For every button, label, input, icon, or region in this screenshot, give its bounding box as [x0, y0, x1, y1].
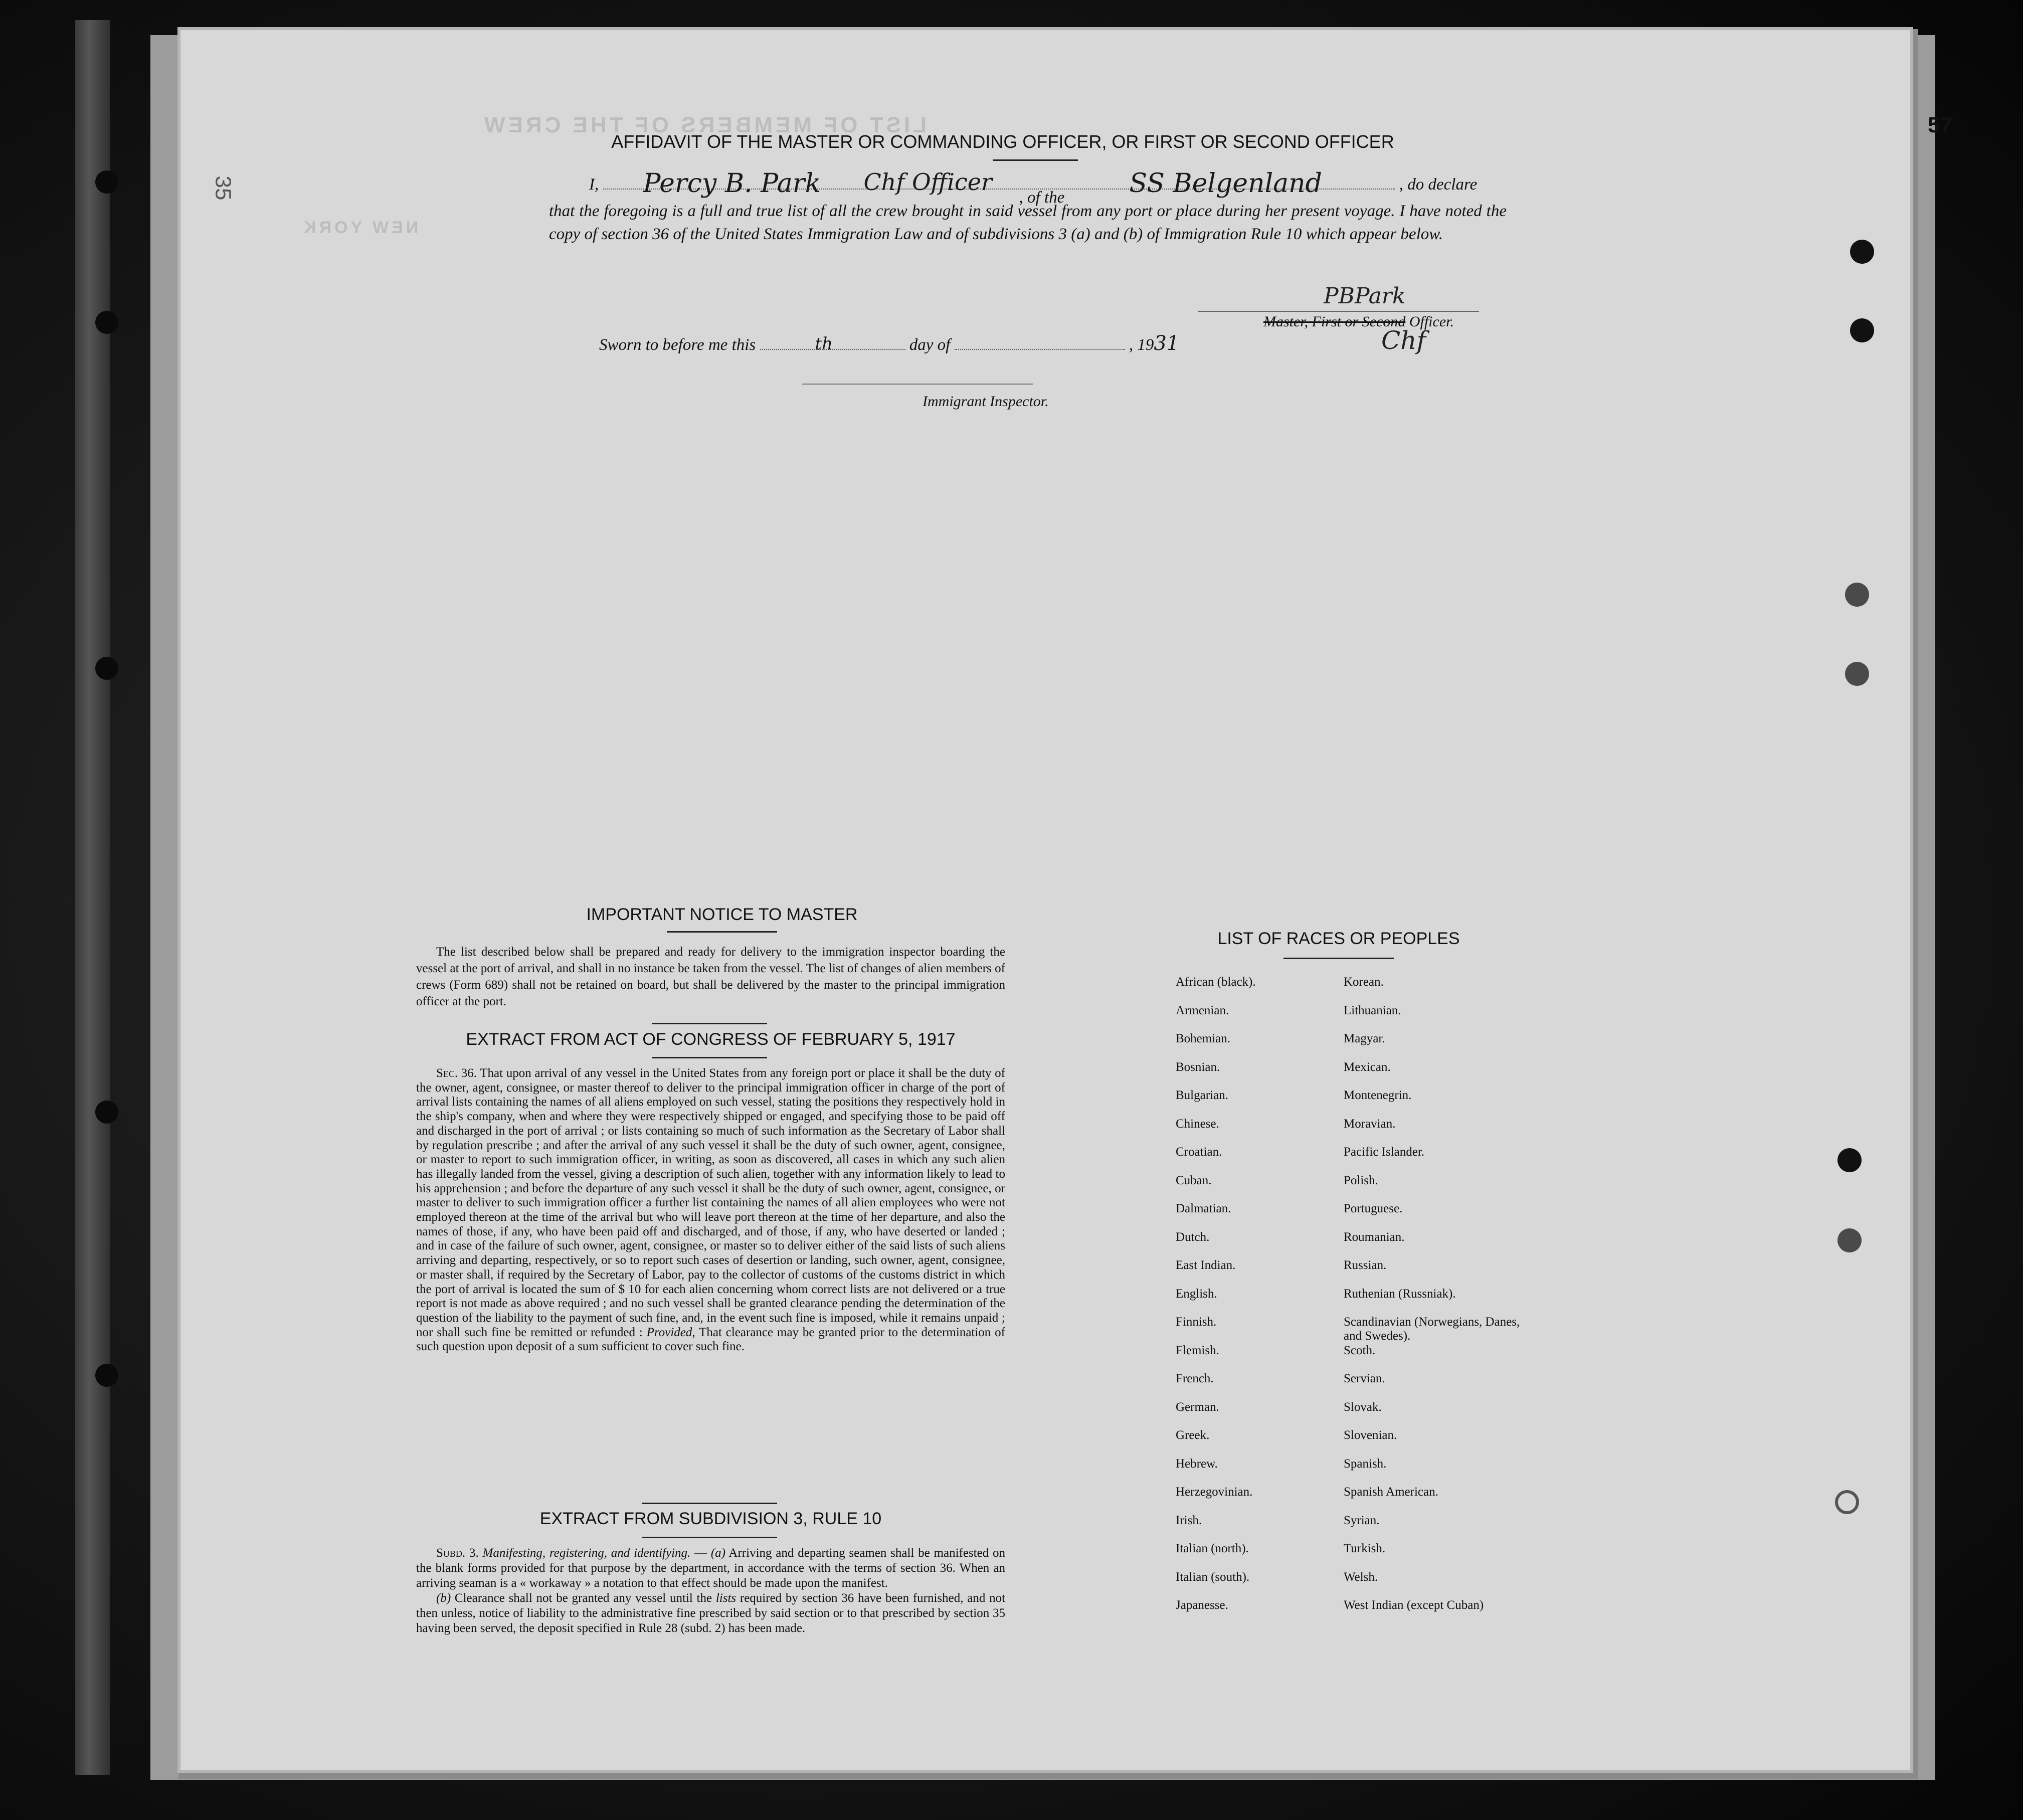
race-item: Syrian.: [1344, 1513, 1380, 1527]
race-item: Cuban.: [1176, 1173, 1212, 1187]
do-declare-text: , do declare: [1399, 175, 1478, 194]
race-item: West Indian (except Cuban): [1344, 1598, 1484, 1612]
extract-act-body: [416, 1066, 1005, 1354]
race-item: Roumanian.: [1344, 1230, 1405, 1244]
affidavit-body: that the foregoing is a full and true list of all the crew brought in said vessel from any port or place during her present voyage. I have noted the copy of section 36 of the United States Immigration Law and of subdivisions 3 (a) and (b) of Immigration Rule 10 which appear below.: [549, 202, 1507, 243]
races-column-2: [1344, 975, 1524, 1627]
race-item: Chinese.: [1176, 1117, 1219, 1131]
divider: [1283, 958, 1394, 959]
race-item: Mexican.: [1344, 1060, 1391, 1074]
extract-act-title: EXTRACT FROM ACT OF CONGRESS OF FEBRUARY 5, 1917: [466, 1030, 956, 1049]
sworn-line: [599, 332, 1179, 355]
notice-body: The list described below shall be prepared and ready for delivery to the immigration inspector boarding the vessel at the port of arrival, and shall in no instance be taken from the vessel. The list of changes of alien members of crews (Form 689) shall not be retained on board, but shall be delivered by the master to the principal immigration officer at the port.: [416, 945, 1005, 1008]
year-prefix: , 19: [1129, 336, 1154, 354]
punch-hole: [1850, 318, 1874, 342]
officer-signature: PBPark: [1324, 283, 1406, 309]
race-item: French.: [1176, 1372, 1214, 1385]
races-title: LIST OF RACES OR PEOPLES: [1217, 929, 1460, 948]
page-number: 57: [1928, 113, 1952, 137]
race-item: Spanish.: [1344, 1457, 1387, 1471]
affidavit-prefix: I,: [589, 175, 599, 194]
race-item: Pacific Islander.: [1344, 1145, 1425, 1159]
section-label: Sec. 36.: [436, 1066, 477, 1080]
race-item: Armenian.: [1176, 1003, 1229, 1017]
punch-hole: [1845, 583, 1869, 607]
race-item: Spanish American.: [1344, 1485, 1438, 1499]
para-b-text: Clearance shall not be granted any vessel until the: [454, 1591, 712, 1605]
sworn-year-handwritten: 31: [1154, 332, 1180, 355]
race-item: Herzegovinian.: [1176, 1485, 1253, 1499]
binder-hole: [95, 311, 118, 334]
binder-hole: [95, 170, 118, 194]
punch-hole: [1835, 1490, 1859, 1514]
race-item: Portuguese.: [1344, 1202, 1403, 1215]
divider: [642, 1503, 777, 1504]
race-item: Turkish.: [1344, 1542, 1386, 1555]
section-text-tail: That clearance may be granted prior to the determination of such question upon deposit of a sum sufficient to cover such fine.: [416, 1325, 1006, 1354]
notice-title: IMPORTANT NOTICE TO MASTER: [586, 905, 858, 924]
punch-hole: [1837, 1148, 1862, 1172]
race-item: Korean.: [1344, 975, 1384, 989]
vessel-name-handwritten: SS Belgenland: [1129, 168, 1322, 199]
race-item: Japanesse.: [1176, 1598, 1228, 1612]
of-the-text: , of the: [1019, 189, 1065, 207]
race-item: Greek.: [1176, 1428, 1210, 1442]
race-item: Dalmatian.: [1176, 1202, 1231, 1215]
subdivision-heading: Manifesting, registering, and identifying.: [482, 1546, 691, 1560]
affidavit-first-line: [589, 168, 1478, 207]
section-text: That upon arrival of any vessel in the United States from any foreign port or place it shall be the duty of the owner, agent, consignee, or master thereof to deliver to the principal immigration officer in charge of the port of arrival lists containing the names of all aliens employed on such vessel, stating the positions they respectively hold in the ship's company, when and where they were respectively shipped or engaged, and specifying those to be paid off and discharged in the port of arrival ; or lists containing so much of such information as the Secretary of Labor shall by regulation prescribe ; and after the arrival of any such vessel it shall be the duty of such owner, agent, consignee, or master to report to such immigration officer, in writing, as soon as discovered, all cases in which any such alien has illegally landed from the vessel, giving a description of such alien, together with any information likely to lead to his apprehension ; and before the departure of any such vessel it shall be the duty of such owner, agent, consignee, or master to deliver to such immigration officer a further list containing the names of all alien employees who were not employed thereon at the time of the arrival but who will leave port thereon at the time of her departure, and also the names of those, if any, who have been paid off and discharged, and of those, if any, who have deserted or landed ; and in case of the failure of such owner, agent, consignee, or master so to deliver either of the said lists of such aliens arriving and departing, respectively, or so to report such cases of desertion or landing, such owner, agent, consignee, or master shall, if required by the Secretary of Labor, pay to the collector of customs of the customs district in which the port of arrival is located the sum of $ 10 for each alien concerning whom correct lists are not delivered or a true report is not made as above required ; and no such vessel shall be granted clearance pending the determination of the question of the liability to the payment of such fine, and, in the event such fine is imposed, while it remains unpaid ; nor shall such fine be remitted or refunded :: [416, 1066, 1005, 1339]
races-column-1: [1176, 975, 1256, 1627]
race-item: Polish.: [1344, 1173, 1378, 1187]
provided-word: Provided,: [646, 1325, 695, 1339]
signature-line: [1198, 311, 1479, 312]
bleed-through-text: LIST OF MEMBERS OF THE CREW: [481, 113, 927, 137]
race-item: Servian.: [1344, 1372, 1385, 1385]
binder-hole: [95, 657, 118, 680]
officer-rank-signature: Chf: [1381, 326, 1426, 355]
race-item: Scoth.: [1344, 1343, 1376, 1357]
race-item: German.: [1176, 1400, 1219, 1414]
extract-rule-title: EXTRACT FROM SUBDIVISION 3, RULE 10: [539, 1509, 882, 1528]
margin-mark: 35: [211, 175, 236, 201]
officer-name-handwritten: Percy B. Park: [643, 168, 821, 199]
punch-hole: [1837, 1228, 1862, 1252]
subdivision-label: Subd. 3.: [436, 1546, 479, 1560]
para-a-text: Arriving and departing seamen shall be manifested on the blank forms provided for that purpose by the department, in accordance with the terms of section 36. When an arriving seaman is a « workaway » a notation to that effect should be made upon the manifest.: [416, 1546, 1005, 1590]
race-item: Dutch.: [1176, 1230, 1210, 1244]
para-b-marker: (b): [436, 1591, 451, 1605]
race-item: Croatian.: [1176, 1145, 1222, 1159]
divider: [993, 159, 1078, 161]
race-item: Ruthenian (Russniak).: [1344, 1287, 1456, 1301]
race-item: Russian.: [1344, 1258, 1387, 1272]
binder-hole: [95, 1364, 118, 1387]
race-item: Lithuanian.: [1344, 1003, 1401, 1017]
extract-rule-body: Subd. 3. Manifesting, registering, and identifying. — (a) Arriving and departing seamen shall be manifested on the blank forms provided for that purpose by the department, in accordance with the terms of section 36. When an arriving seaman is a « workaway » a notation to that effect should be made upon the manifest. (b) Clearance shall not be granted any vessel until the lists required by section 36 have been furnished, and not then unless, notice of liability to the administrative fine prescribed by said section or to that prescribed by section 35 having been served, the deposit specified in Rule 28 (subd. 2) has been made.: [416, 1546, 1006, 1635]
race-item: Slovak.: [1344, 1400, 1382, 1414]
divider: [667, 931, 777, 933]
lists-word: lists: [715, 1591, 737, 1605]
divider: [652, 1023, 767, 1024]
inspector-signature-line: [802, 384, 1033, 385]
race-item: Italian (south).: [1176, 1570, 1250, 1584]
sworn-prefix: Sworn to before me this: [599, 336, 756, 354]
affidavit-title: AFFIDAVIT OF THE MASTER OR COMMANDING OFFICER, OR FIRST OR SECOND OFFICER: [611, 131, 1394, 152]
divider: [642, 1537, 777, 1538]
race-item: Irish.: [1176, 1513, 1202, 1527]
binder-hole: [95, 1101, 118, 1124]
punch-hole: [1845, 662, 1869, 686]
divider: [652, 1057, 767, 1058]
para-a-marker: (a): [710, 1546, 725, 1560]
race-item: Montenegrin.: [1344, 1088, 1412, 1102]
officer-word: Officer.: [1409, 313, 1454, 330]
day-of-text: day of: [909, 336, 951, 354]
sworn-day-handwritten: th: [815, 334, 833, 354]
race-item: Bohemian.: [1176, 1032, 1231, 1045]
race-item: Hebrew.: [1176, 1457, 1218, 1471]
binder-edge: [75, 20, 110, 1775]
race-item: Italian (north).: [1176, 1542, 1249, 1555]
race-item: Welsh.: [1344, 1570, 1378, 1584]
race-item: African (black).: [1176, 975, 1256, 989]
race-item: Bosnian.: [1176, 1060, 1220, 1074]
race-item: Magyar.: [1344, 1032, 1385, 1045]
struck-title: Master, First or Second: [1263, 313, 1406, 330]
race-item: East Indian.: [1176, 1258, 1236, 1272]
race-item: Scandinavian (Norwegians, Danes, and Swedes).: [1344, 1315, 1520, 1343]
inspector-label: Immigrant Inspector.: [923, 393, 1049, 410]
race-item: Flemish.: [1176, 1343, 1219, 1357]
race-item: Slovenian.: [1344, 1428, 1397, 1442]
officer-rank-handwritten: Chf Officer: [863, 168, 992, 196]
race-item: English.: [1176, 1287, 1217, 1301]
race-item: Bulgarian.: [1176, 1088, 1228, 1102]
race-item: Moravian.: [1344, 1117, 1396, 1131]
punch-hole: [1850, 240, 1874, 264]
bleed-through-text: NEW YORK: [301, 218, 419, 237]
race-item: Finnish.: [1176, 1315, 1217, 1329]
para-b-text-tail: required by section 36 have been furnished, and not then unless, notice of liability to the administrative fine prescribed by said section or to that prescribed by section 35 having been served, the deposit specified in Rule 28 (subd. 2) has been made.: [416, 1591, 1006, 1635]
